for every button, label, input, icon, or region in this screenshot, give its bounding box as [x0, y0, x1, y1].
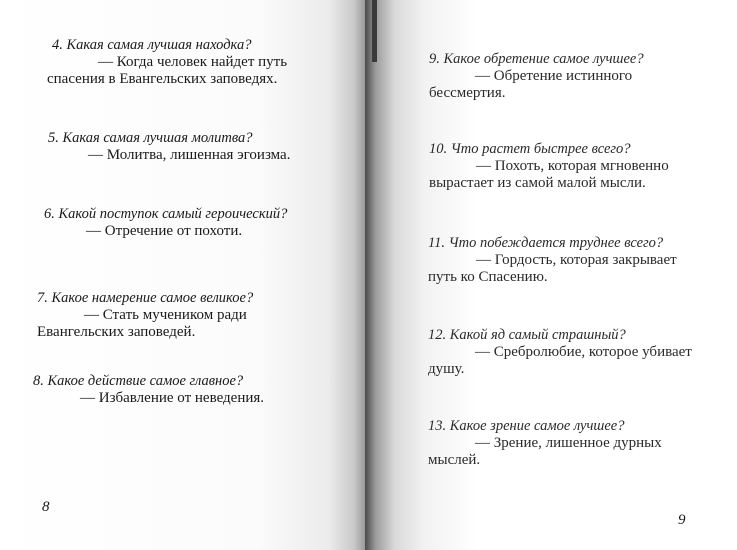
answer-line-2: душу.: [428, 361, 465, 377]
page-number-left: 8: [42, 499, 50, 515]
answer-line-1: — Стать мучеником ради: [84, 307, 247, 323]
answer-line-2: спасения в Евангельских заповедях.: [47, 71, 278, 87]
question-text: 12. Какой яд самый страшный?: [428, 327, 626, 343]
answer-line-1: — Молитва, лишенная эгоизма.: [88, 147, 291, 163]
answer-line-1: — Избавление от неведения.: [80, 390, 265, 406]
left-page: [0, 0, 365, 550]
question-text: 5. Какая самая лучшая молитва?: [48, 130, 253, 146]
question-text: 10. Что растет быстрее всего?: [429, 141, 631, 157]
answer-line-1: — Зрение, лишенное дурных: [475, 435, 662, 451]
answer-line-2: мыслей.: [428, 452, 481, 468]
answer-line-1: — Гордость, которая закрывает: [476, 252, 677, 268]
answer-line-2: вырастает из самой малой мысли.: [429, 175, 646, 191]
question-text: 6. Какой поступок самый героический?: [44, 206, 288, 222]
answer-line-1: — Отречение от похоти.: [86, 223, 243, 239]
question-text: 9. Какое обретение самое лучшее?: [429, 51, 644, 67]
question-block-6: [44, 206, 287, 240]
answer-line-1: — Сребролюбие, которое убивает: [475, 344, 692, 360]
question-text: 11. Что побеждается труднее всего?: [428, 235, 664, 251]
question-block-7: [37, 290, 253, 341]
page-number-right: 9: [678, 512, 686, 528]
question-block-11: [428, 235, 677, 286]
question-block-10: [429, 141, 669, 192]
question-block-8: [33, 373, 264, 407]
right-page: [365, 0, 737, 550]
question-block-13: [428, 418, 662, 469]
answer-line-1: — Когда человек найдет путь: [98, 54, 288, 70]
answer-line-2: бессмертия.: [429, 85, 506, 101]
answer-line-2: путь ко Спасению.: [428, 269, 548, 285]
answer-line-1: — Обретение истинного: [475, 68, 633, 84]
question-block-5: [48, 130, 290, 164]
question-text: 8. Какое действие самое главное?: [33, 373, 244, 389]
question-text: 7. Какое намерение самое великое?: [37, 290, 254, 306]
question-text: 4. Какая самая лучшая находка?: [52, 37, 252, 53]
question-block-4: [47, 37, 288, 88]
question-text: 13. Какое зрение самое лучшее?: [428, 418, 625, 434]
answer-line-2: Евангельских заповедей.: [37, 324, 196, 340]
question-block-12: [428, 327, 692, 378]
binding-mark: [372, 0, 377, 62]
question-block-9: [429, 51, 644, 102]
answer-line-1: — Похоть, которая мгновенно: [476, 158, 669, 174]
